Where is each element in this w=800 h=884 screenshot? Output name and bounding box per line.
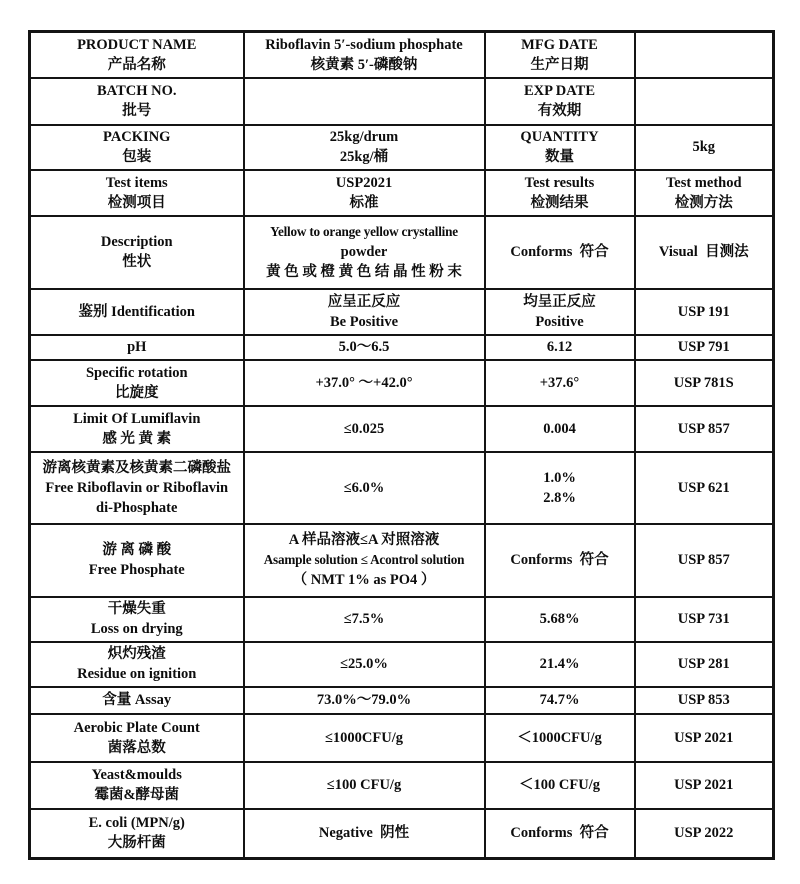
cell-line: Conforms 符合 xyxy=(510,244,609,260)
cell-line: pH xyxy=(127,339,147,355)
cell-line: 25kg/drum xyxy=(329,129,399,145)
table-cell xyxy=(30,714,244,762)
cell-line: 大肠杆菌 xyxy=(107,835,166,852)
cell-line: PACKING xyxy=(103,129,171,145)
table-cell xyxy=(30,597,244,642)
cell-line: Test items xyxy=(105,174,168,191)
cell-line: ≤25.0% xyxy=(340,656,388,672)
table-cell xyxy=(30,216,244,289)
cell-line: 标准 xyxy=(349,194,379,211)
cell-line: Yeast&moulds xyxy=(91,767,182,783)
cell-line: 菌落总数 xyxy=(107,739,166,756)
table-cell xyxy=(30,642,244,687)
cell-line: 检测项目 xyxy=(107,194,166,211)
cell-line: 感 光 黄 素 xyxy=(102,430,172,447)
cell-line: +37.0° ～+42.0° xyxy=(315,374,413,391)
cell-line: 核黄素 5′-磷酸钠 xyxy=(310,56,418,73)
table-cell xyxy=(244,289,485,335)
table-cell xyxy=(485,216,635,289)
cell-line: Test method xyxy=(665,174,742,191)
cell-line: 比旋度 xyxy=(115,384,159,401)
cell-line: Yellow to orange yellow crystalline xyxy=(270,224,458,239)
cell-line: USP 731 xyxy=(677,611,730,627)
cell-line: ≤100 CFU/g xyxy=(326,777,402,793)
cell-line: ＜1000CFU/g xyxy=(517,729,602,746)
table-cell xyxy=(635,762,774,809)
cell-line: Residue on ignition xyxy=(77,666,197,682)
coa-table xyxy=(28,30,775,860)
cell-line: 74.7% xyxy=(539,692,580,708)
table-cell xyxy=(30,809,244,859)
table-cell xyxy=(30,360,244,406)
cell-line: Free Riboflavin or Riboflavin xyxy=(45,479,229,496)
table-cell xyxy=(485,406,635,452)
cell-line: USP 2021 xyxy=(674,777,734,793)
cell-line: USP 2022 xyxy=(674,825,734,842)
cell-line: 6.12 xyxy=(546,339,573,355)
cell-line: 产品名称 xyxy=(107,56,166,73)
cell-line: 73.0%～79.0% xyxy=(316,692,412,708)
table-cell xyxy=(635,809,774,859)
table-cell xyxy=(30,524,244,597)
table-cell xyxy=(485,809,635,859)
cell-line: 炽灼残渣 xyxy=(107,646,166,662)
table-cell xyxy=(244,335,485,360)
cell-line: 包装 xyxy=(122,149,152,165)
cell-line: （ NMT 1% as PO4 ） xyxy=(292,572,436,588)
table-cell xyxy=(485,762,635,809)
table-cell xyxy=(635,714,774,762)
cell-line: 5.0～6.5 xyxy=(338,339,390,355)
cell-line: 1.0% xyxy=(543,469,576,486)
cell-line: 有效期 xyxy=(537,103,582,119)
table-cell xyxy=(244,642,485,687)
cell-line: Conforms 符合 xyxy=(510,552,609,568)
table-cell xyxy=(485,714,635,762)
table-cell xyxy=(485,125,635,170)
table-cell xyxy=(244,597,485,642)
table-cell xyxy=(30,78,244,125)
cell-line: 检测方法 xyxy=(674,194,733,211)
table-cell xyxy=(635,216,774,289)
table-cell xyxy=(485,289,635,335)
cell-line: USP 853 xyxy=(677,692,730,708)
table-cell xyxy=(30,406,244,452)
table-cell xyxy=(244,524,485,597)
table-cell xyxy=(485,452,635,524)
table-cell xyxy=(485,687,635,714)
table-cell xyxy=(30,335,244,360)
table-cell xyxy=(635,335,774,360)
cell-line: Negative 阴性 xyxy=(318,825,410,842)
table-cell xyxy=(485,524,635,597)
table-cell xyxy=(485,32,635,78)
table-row xyxy=(30,32,774,78)
cell-line: 应呈正反应 xyxy=(327,293,401,310)
table-cell xyxy=(635,289,774,335)
table-cell xyxy=(635,32,774,78)
cell-line: powder xyxy=(340,244,388,260)
cell-line: PRODUCT NAME xyxy=(77,36,197,53)
cell-line: Description xyxy=(100,234,173,250)
cell-line: Specific rotation xyxy=(85,364,188,381)
cell-line: 2.8% xyxy=(543,489,576,506)
table-cell xyxy=(244,687,485,714)
table-row xyxy=(30,452,774,524)
cell-line: ≤1000CFU/g xyxy=(324,729,404,746)
cell-line: USP 2021 xyxy=(674,729,734,746)
table-row xyxy=(30,360,774,406)
cell-line: ≤6.0% xyxy=(343,479,385,496)
table-row xyxy=(30,714,774,762)
cell-line: 均呈正反应 xyxy=(523,293,596,310)
cell-line: 检测结果 xyxy=(530,194,589,211)
table-cell xyxy=(635,524,774,597)
cell-line: 性状 xyxy=(122,254,152,270)
table-cell xyxy=(244,809,485,859)
cell-line: A 样品溶液≤A 对照溶液 xyxy=(288,532,440,548)
cell-line: 批号 xyxy=(122,103,152,119)
table-cell xyxy=(635,125,774,170)
cell-line: 0.004 xyxy=(543,420,576,437)
cell-line: MFG DATE xyxy=(521,36,598,53)
cell-line: USP2021 xyxy=(335,174,393,191)
table-row xyxy=(30,289,774,335)
table-cell xyxy=(635,452,774,524)
table-row xyxy=(30,170,774,216)
table-cell xyxy=(485,360,635,406)
table-row xyxy=(30,524,774,597)
table-cell xyxy=(244,170,485,216)
cell-line: USP 857 xyxy=(677,420,730,437)
table-row xyxy=(30,687,774,714)
cell-line: 21.4% xyxy=(539,656,580,672)
cell-line: 鉴别 Identification xyxy=(78,303,195,320)
cell-line: EXP DATE xyxy=(523,83,596,99)
cell-line: QUANTITY xyxy=(520,129,599,145)
cell-line: 霉菌&酵母菌 xyxy=(94,787,180,803)
cell-line: 25kg/桶 xyxy=(339,149,389,165)
cell-line: Test results xyxy=(524,174,595,191)
cell-line: USP 621 xyxy=(677,479,730,496)
table-cell xyxy=(30,170,244,216)
table-cell xyxy=(244,452,485,524)
cell-line: Asample solution ≤ Acontrol solution xyxy=(263,552,465,567)
table-cell xyxy=(635,597,774,642)
cell-line: Riboflavin 5′-sodium phosphate xyxy=(265,36,463,53)
table-row xyxy=(30,125,774,170)
table-cell xyxy=(30,32,244,78)
table-cell xyxy=(485,642,635,687)
cell-line: 游 离 磷 酸 xyxy=(102,542,172,558)
cell-line: 数量 xyxy=(545,149,574,165)
table-cell xyxy=(244,78,485,125)
cell-line: 5kg xyxy=(692,139,716,155)
cell-line: E. coli (MPN/g) xyxy=(88,815,185,832)
cell-line: Loss on drying xyxy=(90,621,183,637)
table-row xyxy=(30,642,774,687)
cell-line: +37.6° xyxy=(539,374,580,391)
cell-line: ≤7.5% xyxy=(343,611,385,627)
table-cell xyxy=(244,32,485,78)
cell-line: 生产日期 xyxy=(530,56,589,73)
table-cell xyxy=(244,762,485,809)
table-cell xyxy=(30,125,244,170)
table-row xyxy=(30,597,774,642)
table-row xyxy=(30,335,774,360)
table-cell xyxy=(635,406,774,452)
table-cell xyxy=(30,687,244,714)
table-cell xyxy=(485,78,635,125)
table-cell xyxy=(30,762,244,809)
cell-line: USP 791 xyxy=(677,339,730,355)
table-row xyxy=(30,809,774,859)
cell-line: 干燥失重 xyxy=(107,601,166,617)
cell-line: USP 781S xyxy=(673,374,734,391)
cell-line: Limit Of Lumiflavin xyxy=(73,410,201,427)
table-cell xyxy=(635,642,774,687)
cell-line: Aerobic Plate Count xyxy=(73,719,200,736)
table-row xyxy=(30,216,774,289)
cell-line: di-Phosphate xyxy=(96,499,178,516)
cell-line: Conforms 符合 xyxy=(510,825,609,842)
table-cell xyxy=(635,170,774,216)
cell-line: 含量 Assay xyxy=(102,692,172,708)
table-cell xyxy=(485,597,635,642)
cell-line: BATCH NO. xyxy=(97,83,177,99)
cell-line: Positive xyxy=(535,313,584,330)
cell-line: Free Phosphate xyxy=(88,562,185,578)
cell-line: USP 191 xyxy=(677,303,730,320)
table-row xyxy=(30,406,774,452)
table-cell xyxy=(485,170,635,216)
cell-line: USP 857 xyxy=(677,552,730,568)
cell-line: 5.68% xyxy=(539,611,580,627)
table-cell xyxy=(244,125,485,170)
cell-line: ＜100 CFU/g xyxy=(519,777,600,793)
table-cell xyxy=(244,216,485,289)
table-cell xyxy=(244,360,485,406)
cell-line: 游离核黄素及核黄素二磷酸盐 xyxy=(42,459,231,476)
table-row xyxy=(30,78,774,125)
table-cell xyxy=(244,406,485,452)
cell-line: USP 281 xyxy=(677,656,730,672)
coa-table-body xyxy=(30,32,774,859)
table-cell xyxy=(485,335,635,360)
cell-line: 黄 色 或 橙 黄 色 结 晶 性 粉 末 xyxy=(266,264,462,280)
table-cell xyxy=(635,78,774,125)
table-cell xyxy=(635,360,774,406)
cell-line: Visual 目测法 xyxy=(658,244,749,260)
cell-line: ≤0.025 xyxy=(343,420,385,437)
table-cell xyxy=(244,714,485,762)
table-cell xyxy=(635,687,774,714)
cell-line: Be Positive xyxy=(329,313,399,330)
table-cell xyxy=(30,289,244,335)
table-cell xyxy=(30,452,244,524)
table-row xyxy=(30,762,774,809)
